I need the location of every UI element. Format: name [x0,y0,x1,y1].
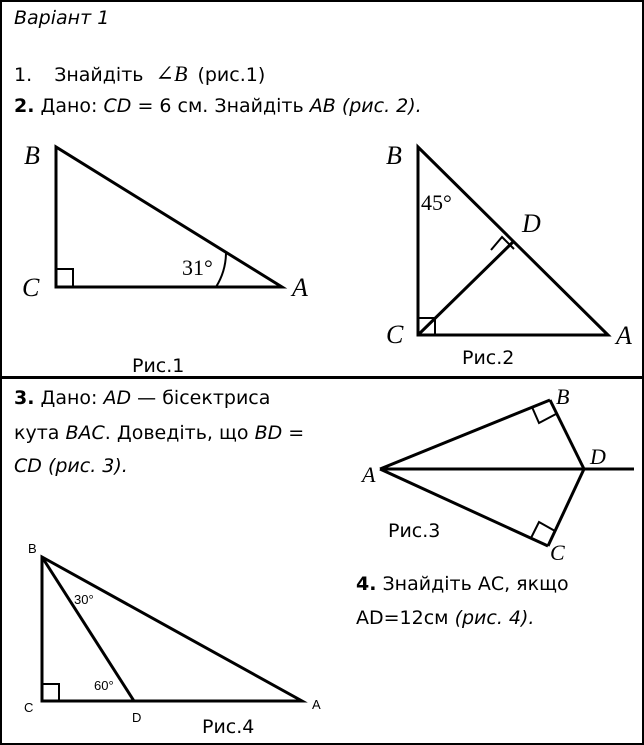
fig2-angle: 45° [421,190,452,215]
task3-ref: (рис. 3). [47,455,128,477]
fig4-label-d: D [132,710,142,725]
fig1-label-c: C [22,273,40,302]
task2-ref: (рис. 2). [341,95,422,117]
task3-line2-b: . Доведіть, що [104,422,249,444]
task3-line3 [14,454,128,478]
task3-line1-b: — бісектриса [137,387,271,409]
fig2-caption: Рис.2 [462,347,515,369]
fig3-label-a: A [362,462,376,487]
task2-cd: CD [103,95,132,117]
task1-angle-symbol: ∠ [155,61,174,86]
fig2-label-c: C [386,320,404,349]
task4-ref: (рис. 4). [454,607,535,629]
fig3-caption: Рис.3 [388,520,441,542]
fig2-label-d: D [522,209,541,238]
fig2-label-a: A [616,321,632,350]
task2-ab: AB [309,95,336,117]
task3-cd: CD [14,455,42,477]
task3-bac: BAC [65,422,105,444]
fig1-triangle [56,147,282,287]
fig2-triangle [418,147,608,335]
fig4-triangle [42,557,302,701]
fig1-label-b: B [24,141,40,170]
task3-line2-a: кута [14,422,60,444]
fig4-label-b: B [28,541,37,556]
fig1-label-a: A [292,273,308,302]
task4-line2-text: AD=12см [356,607,449,629]
fig1-angle: 31° [182,255,213,280]
fig3-label-d: D [590,444,606,469]
fig4-caption: Рис.4 [202,716,255,738]
task1-number: 1. [14,64,33,86]
task2-number: 2. [14,95,35,117]
task2-eq: = 6 см. Знайдіть [137,95,304,117]
task4-number: 4. [356,573,377,595]
fig3-label-c: C [550,540,565,565]
fig2-label-b: B [386,141,402,170]
task3-ad: AD [103,387,132,409]
fig4-angle-bottom: 60° [94,678,114,693]
variant-title: Варіант 1 [14,7,110,29]
task4-line1 [356,572,569,596]
task2-text-a: Дано: [40,95,98,117]
task1-ref: (рис.1) [197,64,266,86]
fig4-label-a: A [312,697,321,712]
task1-angle-letter: B [173,61,188,86]
fig1-caption: Рис.1 [132,355,185,377]
task3-line1 [14,386,270,410]
task3-line1-a: Дано: [40,387,98,409]
task1-text: Знайдіть [54,64,144,86]
fig4-angle-top: 30° [74,592,94,607]
task3-line2 [14,421,304,445]
fig3-label-b: B [556,384,570,409]
task3-number: 3. [14,387,35,409]
task4-line2 [356,606,534,630]
task3-line2-c: = [288,422,305,444]
task3-bd: BD [254,422,283,444]
task4-line1-text: Знайдіть АС, якщо [382,573,569,595]
fig4-label-c: C [24,700,34,715]
